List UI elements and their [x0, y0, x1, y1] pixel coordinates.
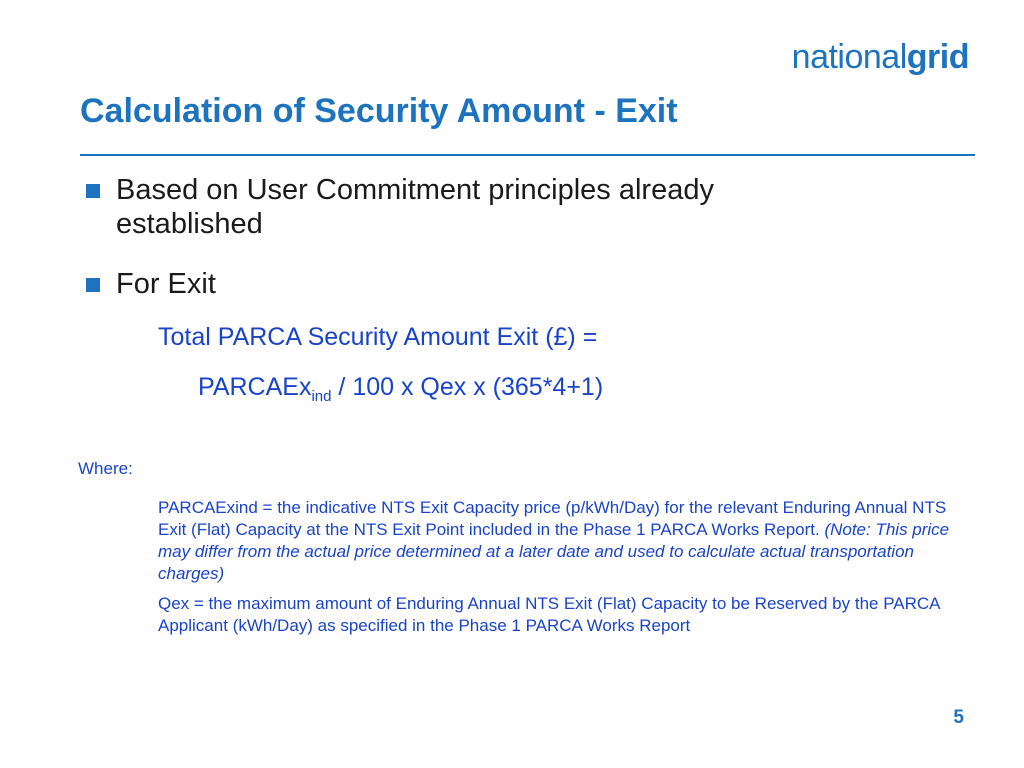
formula-line-2	[198, 373, 603, 405]
bullet-text: For Exit	[116, 268, 216, 300]
bullet-item	[86, 173, 846, 241]
bullet-text: Based on User Commitment principles already established	[116, 174, 714, 240]
definition-parcaexind	[158, 497, 958, 585]
formula-var: PARCAEx	[198, 373, 312, 401]
page-number: 5	[953, 707, 964, 728]
slide-title: Calculation of Security Amount - Exit	[80, 92, 678, 130]
logo-text-grid: grid	[906, 38, 969, 76]
square-bullet-icon	[86, 184, 100, 198]
formula-rest: / 100 x Qex x (365*4+1)	[331, 373, 604, 401]
definition-text: Qex = the maximum amount of Enduring Annual NTS Exit (Flat) Capacity to be Reserved by the PARCA Applicant (kWh/Day) as specified in the Phase 1 PARCA Works Report	[158, 594, 940, 635]
where-label: Where:	[78, 459, 133, 478]
national-grid-logo	[792, 38, 969, 77]
square-bullet-icon	[86, 278, 100, 292]
bullet-item	[86, 267, 216, 301]
formula-line-1: Total PARCA Security Amount Exit (£) =	[158, 323, 598, 351]
title-divider	[80, 154, 975, 156]
definition-qex	[158, 593, 958, 637]
definition-text: PARCAExind = the indicative NTS Exit Capacity price (p/kWh/Day) for the relevant Enduring Annual NTS Exit (Flat) Capacity at the NTS Exit Point included in the Phase 1 PARCA Works Report.	[158, 498, 947, 539]
definition-note: (Note: This price may differ from the actual price determined at a later date and used to calculate actual transportation charges)	[158, 520, 950, 583]
formula-subscript: ind	[311, 388, 332, 405]
logo-text-national: national	[791, 38, 907, 76]
